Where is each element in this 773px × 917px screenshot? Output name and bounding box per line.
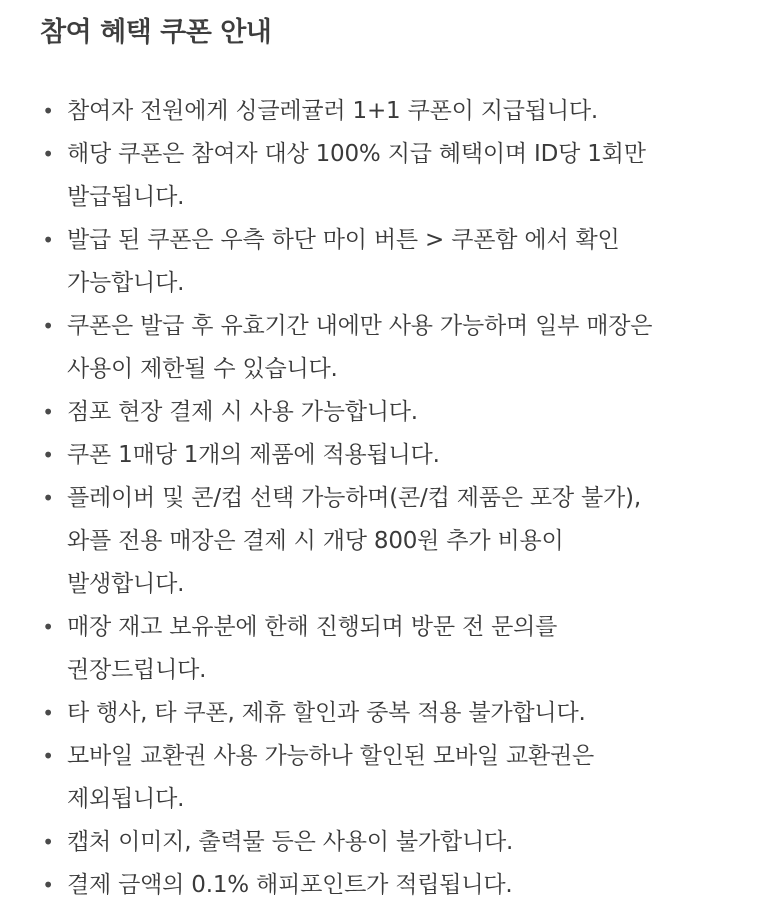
bullet-icon: •	[42, 744, 54, 768]
list-item-text: 가능합니다.	[67, 270, 185, 296]
list-item	[40, 133, 743, 219]
list-item-text: 참여자 전원에게 싱글레귤러 1+1 쿠폰이 지급됩니다.	[67, 98, 598, 124]
bullet-icon: •	[42, 99, 54, 123]
bullet-icon: •	[42, 142, 54, 166]
list-item-text: 발급됩니다.	[67, 184, 185, 210]
bullet-icon: •	[42, 486, 54, 510]
bullet-icon: •	[42, 314, 54, 338]
bullet-icon: •	[42, 443, 54, 467]
list-item	[40, 434, 743, 477]
bullet-icon: •	[42, 873, 54, 897]
list-item	[40, 477, 743, 606]
bullet-icon: •	[42, 615, 54, 639]
list-item	[40, 391, 743, 434]
list-item-text: 사용이 제한될 수 있습니다.	[67, 356, 338, 382]
list-item	[40, 735, 743, 821]
page-title: 참여 혜택 쿠폰 안내	[40, 17, 272, 48]
bullet-icon: •	[42, 400, 54, 424]
bullet-icon: •	[42, 830, 54, 854]
list-item-text: 점포 현장 결제 시 사용 가능합니다.	[67, 399, 418, 425]
bullet-icon: •	[42, 701, 54, 725]
list-item	[40, 821, 743, 864]
list-item-text: 플레이버 및 콘/컵 선택 가능하며(콘/컵 제품은 포장 불가),	[67, 485, 641, 511]
list-item-text: 모바일 교환권 사용 가능하나 할인된 모바일 교환권은	[67, 743, 595, 769]
list-item-text: 타 행사, 타 쿠폰, 제휴 할인과 중복 적용 불가합니다.	[67, 700, 586, 726]
list-item-text: 쿠폰은 발급 후 유효기간 내에만 사용 가능하며 일부 매장은	[67, 313, 653, 339]
list-item-text: 제외됩니다.	[67, 786, 185, 812]
list-item	[40, 90, 743, 133]
list-item-text: 결제 금액의 0.1% 해피포인트가 적립됩니다.	[67, 872, 513, 898]
list-item-text: 캡처 이미지, 출력물 등은 사용이 불가합니다.	[67, 829, 514, 855]
list-item-text: 발생합니다.	[67, 571, 185, 597]
list-item-text: 발급 된 쿠폰은 우측 하단 마이 버튼 > 쿠폰함 에서 확인	[67, 227, 620, 253]
list-item	[40, 606, 743, 692]
list-item	[40, 305, 743, 391]
list-item-text: 와플 전용 매장은 결제 시 개당 800원 추가 비용이	[67, 528, 564, 554]
list-item	[40, 219, 743, 305]
list-item-text: 쿠폰 1매당 1개의 제품에 적용됩니다.	[67, 442, 440, 468]
notice-list	[40, 90, 743, 907]
bullet-icon: •	[42, 228, 54, 252]
list-item	[40, 864, 743, 907]
list-item-text: 매장 재고 보유분에 한해 진행되며 방문 전 문의를	[67, 614, 558, 640]
list-item-text: 권장드립니다.	[67, 657, 207, 683]
list-item	[40, 692, 743, 735]
list-item-text: 해당 쿠폰은 참여자 대상 100% 지급 혜택이며 ID당 1회만	[67, 141, 646, 167]
